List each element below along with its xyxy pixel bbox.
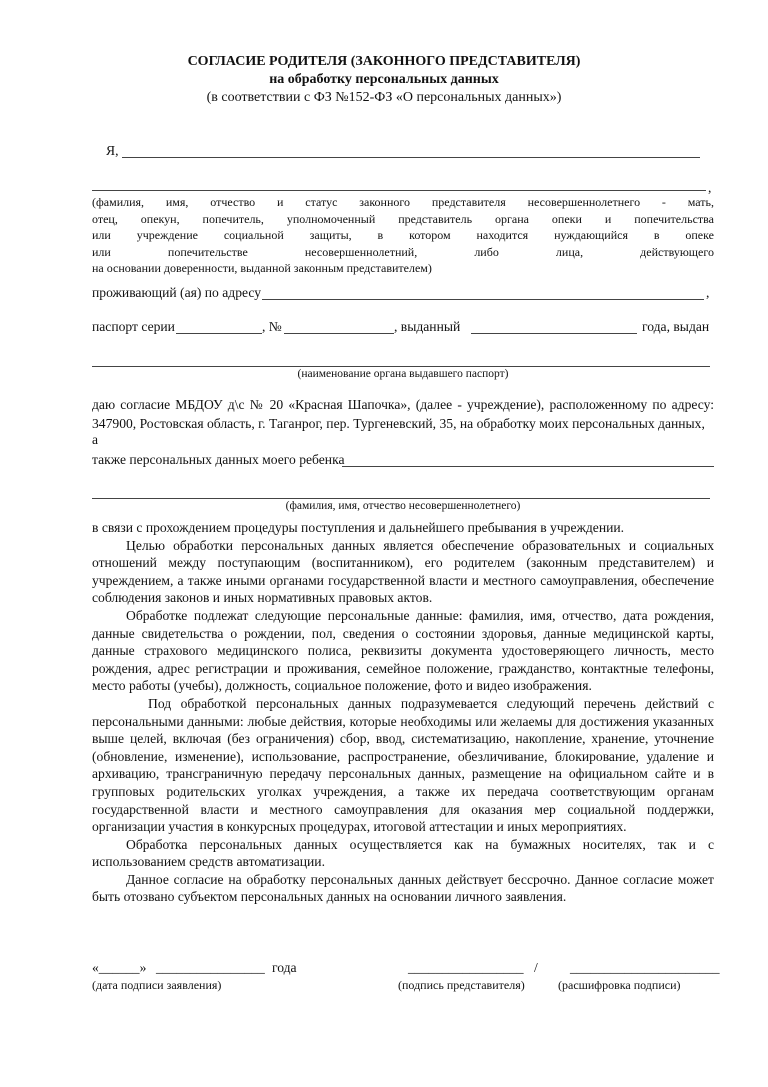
passport-series-label: паспорт серии: [92, 319, 175, 334]
comma: ,: [706, 285, 710, 300]
address-label: проживающий (ая) по адресу: [92, 285, 262, 300]
paragraph: Под обработкой персональных данных подразумевается следующий перечень действий с персональными данными: любые действия, которые необходимы или желаемы для достижения указанных выше целей, включая (без ограничения) сбор, ввод, систематизацию, накопление, хранение, уточнение (обновление, изменение), использование, распространение, обезличивание, блокирование, удаление и архивацию, трансграничную передачу персональных данных, размещение на официальном сайте и в групповых родительских уголках учреждения, а также их передача соответствующим органам государственной власти и местного самоуправления для оказания мер социальной поддержки, организации участия в конкурсных процедурах, итоговой аттестации и иных мероприятиях.: [92, 695, 714, 835]
child-label: также персональных данных моего ребенка: [92, 452, 345, 467]
status-note-line: или попечительстве несовершеннолетний, либо лица, действующего: [92, 244, 714, 259]
status-note-line: на основании доверенности, выданной законным представителем): [92, 261, 432, 276]
status-note-line: отец, опекун, попечитель, уполномоченный представитель органа опеки и попечительства: [92, 211, 714, 226]
slash: /: [534, 960, 538, 975]
paragraph: Обработка персональных данных осуществляется как на бумажных носителях, так и с использованием средств автоматизации.: [92, 836, 714, 870]
name-field-line-2[interactable]: [92, 190, 706, 191]
passport-date-field[interactable]: [471, 333, 637, 334]
year-issued-label: года, выдан: [642, 319, 710, 334]
consent-body: [92, 519, 714, 906]
address-field-line[interactable]: [262, 299, 704, 300]
passport-series-field[interactable]: [176, 333, 262, 334]
document-title: СОГЛАСИЕ РОДИТЕЛЯ (ЗАКОННОГО ПРЕДСТАВИТЕЛЯ): [187, 54, 581, 69]
passport-issuer-field[interactable]: [92, 366, 710, 367]
paragraph: Данное согласие на обработку персональных данных действует бессрочно. Данное согласие может быть отозвано субъектом персональных данных на основании личного заявления.: [92, 871, 714, 905]
name-caption: (расшифровка подписи): [558, 978, 681, 992]
passport-issued-label: , выданный: [394, 319, 461, 334]
child-field-line-2[interactable]: [92, 498, 710, 499]
comma: ,: [708, 180, 712, 195]
status-note: [92, 194, 714, 277]
date-month-field[interactable]: ________________: [156, 960, 265, 975]
law-reference: (в соответствии с ФЗ №152-ФЗ «О персональных данных»): [206, 90, 562, 105]
child-field-line[interactable]: [342, 466, 714, 467]
status-note-line: или учреждение социальной защиты, в котором находится нуждающийся в опеке: [92, 228, 714, 243]
passport-number-field[interactable]: [284, 333, 394, 334]
consent-line-1: даю согласие МБДОУ д\с № 20 «Красная Шапочка», (далее - учреждение), расположенному по адресу:: [92, 397, 714, 412]
issuer-caption: (наименование органа выдавшего паспорт): [297, 368, 509, 380]
paragraph: в связи с прохождением процедуры поступления и дальнейшего пребывания в учреждении.: [92, 520, 625, 535]
date-caption: (дата подписи заявления): [92, 978, 222, 992]
paragraph: Целью обработки персональных данных является обеспечение образовательных и социальных отношений между поступающим (воспитанником), его родителем (законным представителем) и учреждением, а также иными органами государственной власти и местного самоуправления, обеспечение соблюдения законов и иных нормативных правовых актов.: [92, 537, 714, 606]
document-subtitle: на обработку персональных данных: [269, 72, 499, 87]
consent-line-2: 347900, Ростовская область, г. Таганрог, пер. Тургеневский, 35, на обработку моих персональных данных, а: [92, 416, 705, 447]
status-note-line: (фамилия, имя, отчество и статус законного представителя несовершеннолетнего - мать,: [92, 195, 714, 209]
signature-field[interactable]: _________________: [408, 960, 524, 975]
child-caption: (фамилия, имя, отчество несовершеннолетнего): [285, 500, 521, 512]
ya-label: Я,: [106, 143, 119, 158]
year-label: года: [272, 960, 297, 975]
date-day-field[interactable]: «______»: [92, 960, 147, 975]
passport-number-label: , №: [262, 319, 282, 334]
paragraph: Обработке подлежат следующие персональные данные: фамилия, имя, отчество, дата рождения, данные свидетельства о рождении, пол, сведения о состоянии здоровья, данные медицинской карты, данные страхового медицинского полиса, реквизиты документа удостоверяющего личность, место рождения, адрес регистрации и проживания, семейное положение, гражданство, контактные телефоны, место работы (учебы), должность, социальное положение, фото и видео изображения.: [92, 607, 714, 694]
name-field-line[interactable]: [122, 157, 700, 158]
signature-name-field[interactable]: ______________________: [570, 960, 720, 975]
signature-caption: (подпись представителя): [398, 978, 525, 992]
